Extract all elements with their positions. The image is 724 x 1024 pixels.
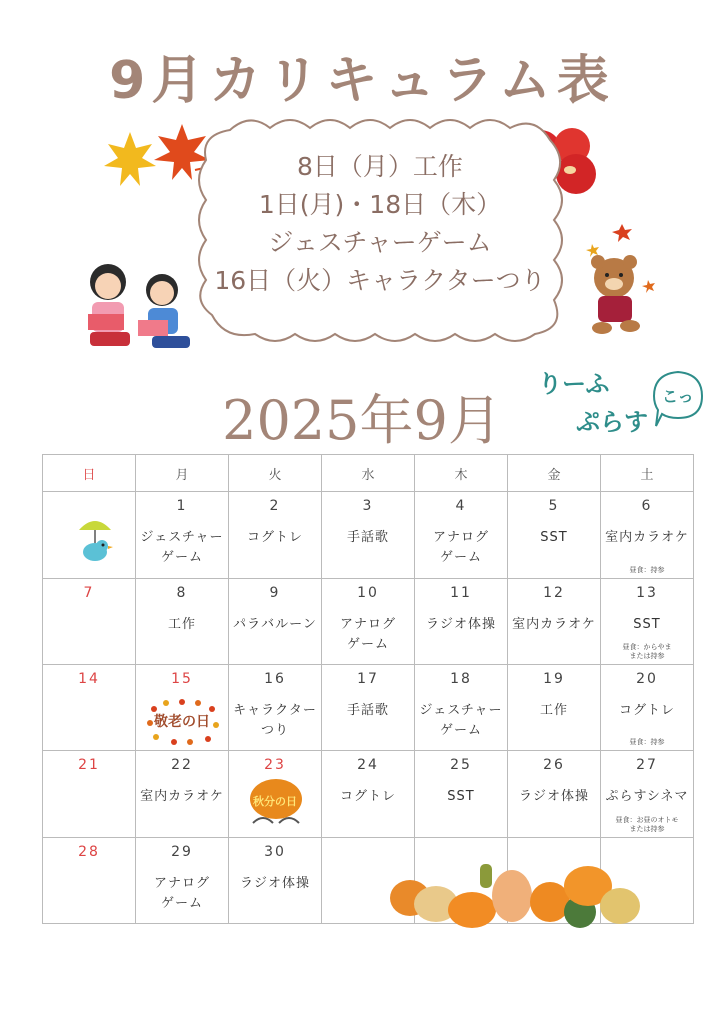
brand-line2: ぷらす — [576, 408, 648, 436]
event-list — [192, 148, 568, 300]
calendar-week-row — [43, 751, 694, 837]
day-number: 3 — [362, 498, 374, 515]
day-cell — [415, 492, 508, 578]
day-activity: コグトレ — [618, 702, 675, 718]
calendar-table — [42, 454, 694, 924]
day-cell — [601, 751, 694, 837]
day-number: 17 — [357, 670, 379, 687]
day-activity: ラジオ体操 — [425, 616, 496, 632]
day-cell — [229, 664, 322, 750]
day-cell — [43, 492, 136, 578]
day-number: 5 — [548, 498, 560, 515]
page-title: 9月カリキュラム表 — [109, 51, 615, 111]
pumpkins-illustration — [388, 858, 644, 930]
day-number: 4 — [455, 498, 467, 515]
day-activity: 工作 — [539, 702, 568, 718]
weekday-header-sun: 日 — [43, 455, 136, 492]
day-number: 25 — [450, 757, 472, 774]
day-number: 8 — [176, 584, 188, 601]
calendar-week-row — [43, 578, 694, 664]
day-activity: アナログ ゲーム — [153, 875, 210, 911]
lunch-note: 昼食：お昼のオトモ または持参 — [615, 815, 679, 833]
day-number: 19 — [543, 670, 565, 687]
day-activity: SST — [540, 530, 568, 546]
day-number: 9 — [269, 584, 281, 601]
day-cell — [136, 751, 229, 837]
weekday-header-row — [43, 455, 694, 492]
day-number: 7 — [83, 584, 95, 601]
bear-illustration — [572, 220, 662, 340]
calendar-week-row — [43, 664, 694, 750]
day-activity: 手話歌 — [346, 530, 389, 546]
day-number: 11 — [450, 584, 472, 601]
day-number: 21 — [78, 757, 100, 774]
day-activity: 工作 — [167, 616, 196, 632]
day-number: 15 — [171, 670, 193, 687]
day-cell — [229, 492, 322, 578]
day-activity: コグトレ — [339, 789, 396, 805]
day-number: 20 — [636, 670, 658, 687]
day-activity: ジェスチャー ゲーム — [419, 702, 503, 738]
weekday-header-tue: 火 — [229, 455, 322, 492]
day-activity: パラバルーン — [233, 616, 317, 632]
day-number: 16 — [264, 670, 286, 687]
day-activity: コグトレ — [246, 530, 303, 546]
weekday-header-mon: 月 — [136, 455, 229, 492]
day-cell — [43, 664, 136, 750]
month-title: 2025年9月 — [222, 389, 502, 452]
reading-children-illustration — [80, 260, 195, 360]
day-cell — [136, 492, 229, 578]
day-activity: 手話歌 — [346, 702, 389, 718]
day-cell — [508, 751, 601, 837]
event-line: 16日（火）キャラクターつり — [214, 266, 546, 295]
day-cell — [508, 578, 601, 664]
bubble-text: こっ — [662, 387, 694, 406]
day-number: 26 — [543, 757, 565, 774]
bird-umbrella-icon — [75, 514, 115, 564]
day-cell — [322, 578, 415, 664]
day-activity: 室内カラオケ — [512, 616, 596, 632]
day-cell — [43, 578, 136, 664]
day-cell — [601, 664, 694, 750]
day-activity: 室内カラオケ — [140, 789, 224, 805]
event-line: 8日（月）工作 — [297, 152, 463, 181]
day-activity: ジェスチャー ゲーム — [140, 530, 224, 566]
day-number: 1 — [176, 498, 188, 515]
day-number: 29 — [171, 843, 193, 860]
day-number: 28 — [78, 843, 100, 860]
weekday-header-fri: 金 — [508, 455, 601, 492]
day-cell — [229, 578, 322, 664]
day-cell — [508, 492, 601, 578]
day-number: 12 — [543, 584, 565, 601]
day-cell — [508, 664, 601, 750]
day-cell — [322, 664, 415, 750]
lunch-note: 昼食：持参 — [629, 565, 665, 574]
weekday-header-thu: 木 — [415, 455, 508, 492]
brand-logo — [532, 360, 712, 440]
day-cell — [601, 492, 694, 578]
calendar-week-row — [43, 492, 694, 578]
day-activity: ラジオ体操 — [239, 875, 310, 891]
day-number: 27 — [636, 757, 658, 774]
day-activity: SST — [447, 789, 475, 805]
day-number: 22 — [171, 757, 193, 774]
event-line: 1日(月)・18日（木） — [258, 190, 502, 219]
day-cell — [322, 751, 415, 837]
day-cell — [229, 837, 322, 923]
day-number: 30 — [264, 843, 286, 860]
day-cell — [136, 664, 229, 750]
day-activity: ぷらすシネマ — [605, 789, 689, 805]
day-activity: ラジオ体操 — [518, 789, 589, 805]
day-cell — [601, 578, 694, 664]
day-number: 6 — [641, 498, 653, 515]
lunch-note: 昼食：からやま または持参 — [622, 642, 672, 660]
day-activity: キャラクター つり — [233, 702, 317, 738]
day-activity: 室内カラオケ — [605, 530, 689, 546]
day-number: 23 — [264, 757, 286, 774]
lunch-note: 昼食：持参 — [629, 738, 665, 747]
day-cell — [415, 751, 508, 837]
weekday-header-wed: 水 — [322, 455, 415, 492]
day-activity: アナログ ゲーム — [339, 616, 396, 652]
day-cell — [229, 751, 322, 837]
day-number: 10 — [357, 584, 379, 601]
day-cell — [136, 578, 229, 664]
day-cell — [136, 837, 229, 923]
day-cell — [415, 664, 508, 750]
day-number: 2 — [269, 498, 281, 515]
day-number: 24 — [357, 757, 379, 774]
day-cell — [43, 837, 136, 923]
holiday-keiro-label: 敬老の日 — [154, 713, 210, 730]
day-cell — [415, 578, 508, 664]
holiday-shubun-label: 秋分の日 — [253, 795, 297, 809]
brand-line1: りーふ — [538, 370, 610, 398]
day-number: 13 — [636, 584, 658, 601]
day-cell — [43, 751, 136, 837]
day-activity: SST — [633, 616, 661, 632]
day-number: 18 — [450, 670, 472, 687]
weekday-header-sat: 土 — [601, 455, 694, 492]
day-activity: アナログ ゲーム — [432, 530, 489, 566]
day-cell — [322, 492, 415, 578]
day-number: 14 — [78, 670, 100, 687]
event-line: ジェスチャーゲーム — [268, 228, 492, 257]
